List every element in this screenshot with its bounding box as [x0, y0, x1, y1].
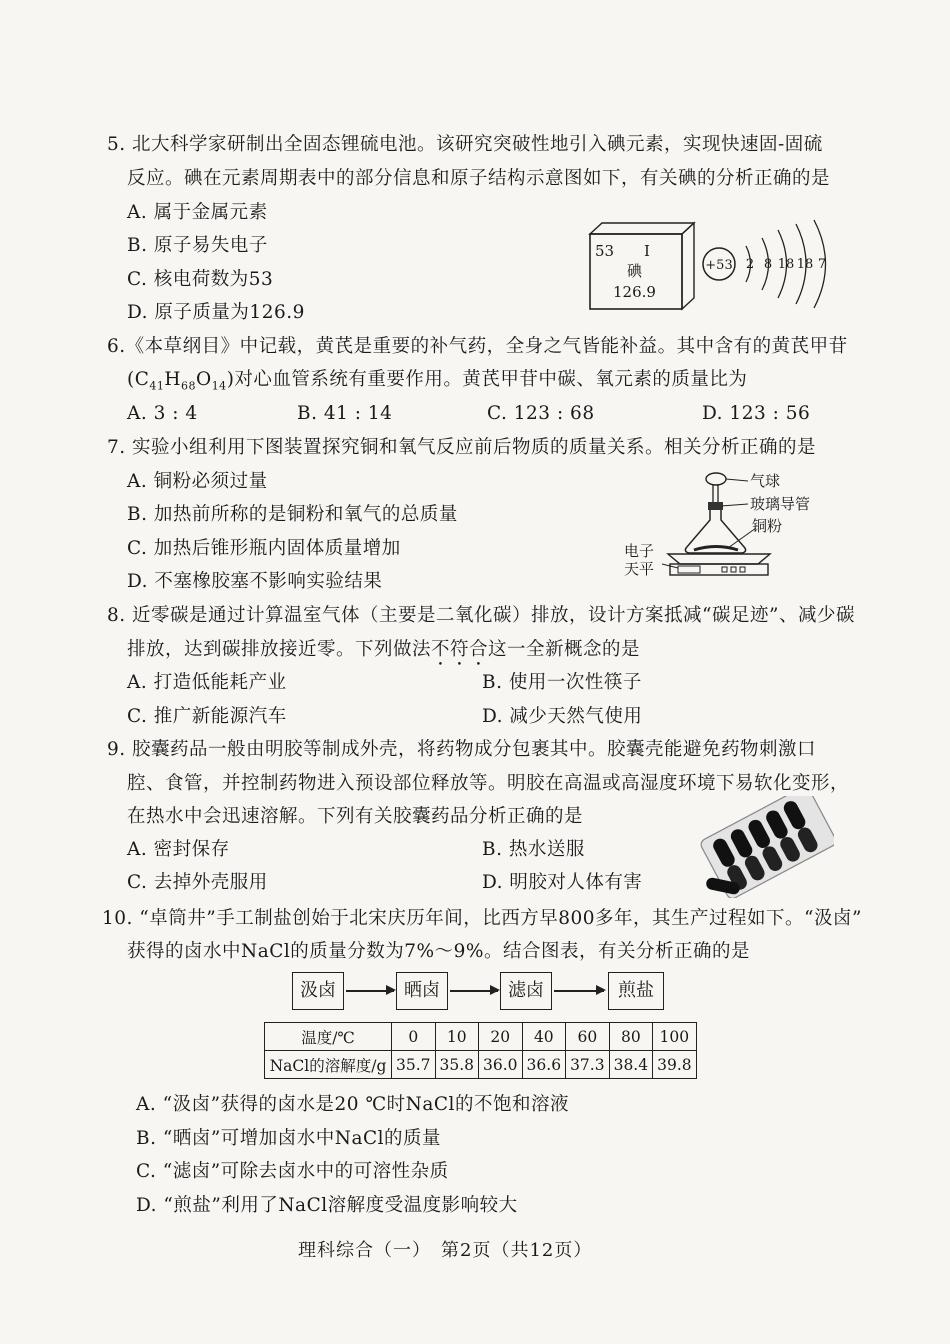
shell-2-electrons: 8	[763, 257, 773, 272]
shell-3-electrons: 18	[777, 257, 795, 272]
flow-arrow	[450, 990, 498, 992]
q8-option-d[interactable]: D. 减少天然气使用	[482, 706, 643, 727]
q6-option-b[interactable]: B. 41 : 14	[297, 403, 393, 424]
shell-5-electrons: 7	[817, 257, 827, 272]
solubility-table	[264, 1022, 697, 1079]
table-header-solubility: NaCl的溶解度/g	[265, 1051, 392, 1079]
element-name: 碘	[627, 262, 643, 280]
table-cell: 0	[392, 1023, 436, 1051]
table-cell: 35.8	[435, 1051, 479, 1079]
q8-stem-text: 排放，达到碳排放接近零。下列做法	[127, 639, 432, 660]
table-cell: 36.6	[522, 1051, 566, 1079]
element-cell-diagram	[586, 220, 698, 312]
q8-stem-text: 这一全新概念的是	[488, 639, 641, 660]
formula-part: (C	[127, 369, 150, 390]
flow-step-4: 煎盐	[608, 972, 664, 1010]
apparatus-diagram	[620, 468, 820, 580]
formula-part: H	[164, 369, 182, 390]
table-row	[265, 1051, 697, 1079]
q5-option-c[interactable]: C. 核电荷数为53	[127, 269, 274, 290]
q10-option-d[interactable]: D. “煎盐”利用了NaCl溶解度受温度影响较大	[136, 1195, 518, 1216]
q8-stem-line1: 8. 近零碳是通过计算温室气体（主要是二氧化碳）排放，设计方案抵减“碳足迹”、减少碳	[107, 605, 855, 626]
flow-step-2: 晒卤	[396, 972, 448, 1010]
nucleus-charge: +53	[705, 258, 733, 273]
q8-option-c[interactable]: C. 推广新能源汽车	[127, 706, 287, 727]
table-cell: 100	[653, 1023, 697, 1051]
element-atomic-number: 53	[595, 242, 615, 260]
q7-option-c[interactable]: C. 加热后锥形瓶内固体质量增加	[127, 538, 401, 559]
q6-option-d[interactable]: D. 123 : 56	[702, 403, 811, 424]
q9-option-c[interactable]: C. 去掉外壳服用	[127, 872, 268, 893]
q5-stem-line2: 反应。碘在元素周期表中的部分信息和原子结构示意图如下，有关碘的分析正确的是	[127, 168, 831, 189]
rubber-stopper	[708, 502, 723, 510]
q6-option-a[interactable]: A. 3 : 4	[127, 403, 198, 424]
table-cell: 80	[609, 1023, 653, 1051]
atomic-structure-diagram	[700, 218, 840, 314]
flow-arrow	[554, 990, 604, 992]
q10-option-a[interactable]: A. “汲卤”获得的卤水是20 ℃时NaCl的不饱和溶液	[136, 1094, 569, 1115]
table-row	[265, 1023, 697, 1051]
flow-step-1: 汲卤	[292, 972, 344, 1010]
q5-option-a[interactable]: A. 属于金属元素	[127, 202, 268, 223]
label-balloon: 气球	[750, 472, 781, 490]
element-mass: 126.9	[613, 283, 656, 301]
page-footer: 理科综合（一） 第2页（共12页）	[298, 1240, 593, 1261]
table-cell: 20	[479, 1023, 523, 1051]
q8-option-a[interactable]: A. 打造低能耗产业	[127, 672, 287, 693]
table-cell: 39.8	[653, 1051, 697, 1079]
formula-subscript: 14	[211, 379, 227, 393]
table-cell: 10	[435, 1023, 479, 1051]
q8-option-b[interactable]: B. 使用一次性筷子	[482, 672, 642, 693]
q5-option-d[interactable]: D. 原子质量为126.9	[127, 302, 305, 323]
label-copper-powder: 铜粉	[752, 517, 783, 535]
q10-stem-line1: 10. “卓筒井”手工制盐创始于北宋庆历年间，比西方早800多年，其生产过程如下。“汲卤”	[102, 908, 862, 929]
q8-stem-line2	[127, 637, 640, 670]
label-glass-tube: 玻璃导管	[750, 495, 811, 513]
q7-option-b[interactable]: B. 加热前所称的是铜粉和氧气的总质量	[127, 504, 458, 525]
formula-part: O	[196, 369, 212, 390]
q10-option-b[interactable]: B. “晒卤”可增加卤水中NaCl的质量	[136, 1128, 442, 1149]
table-cell: 36.0	[479, 1051, 523, 1079]
q5-stem-line1: 5. 北大科学家研制出全固态锂硫电池。该研究突破性地引入碘元素，实现快速固-固硫	[107, 134, 823, 155]
q9-stem-line2: 腔、食管，并控制药物进入预设部位释放等。明胶在高温或高湿度环境下易软化变形，	[127, 773, 850, 794]
formula-subscript: 68	[181, 379, 197, 393]
label-scale-line2: 天平	[624, 560, 655, 578]
q6-stem-line2	[127, 367, 747, 393]
table-cell: 40	[522, 1023, 566, 1051]
table-cell: 38.4	[609, 1051, 653, 1079]
element-symbol: I	[644, 242, 650, 260]
q6-option-c[interactable]: C. 123 : 68	[487, 403, 595, 424]
table-header-temperature: 温度/℃	[265, 1023, 392, 1051]
q7-option-a[interactable]: A. 铜粉必须过量	[127, 471, 268, 492]
q6-stem-line2-text: 对心血管系统有重要作用。黄芪甲苷中碳、氧元素的质量比为	[234, 369, 748, 390]
formula-subscript: 41	[149, 379, 165, 393]
formula-part: )	[226, 369, 235, 390]
q9-stem-line1: 9. 胶囊药品一般由明胶等制成外壳，将药物成分包裹其中。胶囊壳能避免药物刺激口	[107, 739, 817, 760]
q10-stem-line2: 获得的卤水中NaCl的质量分数为7%～9%。结合图表，有关分析正确的是	[127, 941, 750, 962]
table-cell: 37.3	[566, 1051, 610, 1079]
shell-1-electrons: 2	[745, 257, 755, 272]
q9-option-a[interactable]: A. 密封保存	[127, 839, 230, 860]
label-scale-line1: 电子	[624, 542, 655, 560]
q9-option-d[interactable]: D. 明胶对人体有害	[482, 872, 643, 893]
flow-step-3: 滤卤	[500, 972, 552, 1010]
q7-stem-line1: 7. 实验小组利用下图装置探究铜和氧气反应前后物质的质量关系。相关分析正确的是	[107, 437, 817, 458]
q6-stem-line1: 6.《本草纲目》中记载，黄芪是重要的补气药，全身之气皆能补益。其中含有的黄芪甲苷	[107, 336, 848, 357]
process-flow	[292, 972, 668, 1012]
q10-option-c[interactable]: C. “滤卤”可除去卤水中的可溶性杂质	[136, 1161, 449, 1182]
q5-option-b[interactable]: B. 原子易失电子	[127, 235, 268, 256]
q9-option-b[interactable]: B. 热水送服	[482, 839, 585, 860]
table-cell: 35.7	[392, 1051, 436, 1079]
shell-4-electrons: 18	[796, 257, 814, 272]
q9-stem-line3: 在热水中会迅速溶解。下列有关胶囊药品分析正确的是	[127, 806, 584, 827]
flow-arrow	[346, 990, 394, 992]
balloon-icon	[706, 473, 726, 485]
q8-emphasis: 不符合	[431, 639, 489, 660]
capsule-blister-image	[700, 796, 834, 898]
q7-option-d[interactable]: D. 不塞橡胶塞不影响实验结果	[127, 571, 383, 592]
table-cell: 60	[566, 1023, 610, 1051]
